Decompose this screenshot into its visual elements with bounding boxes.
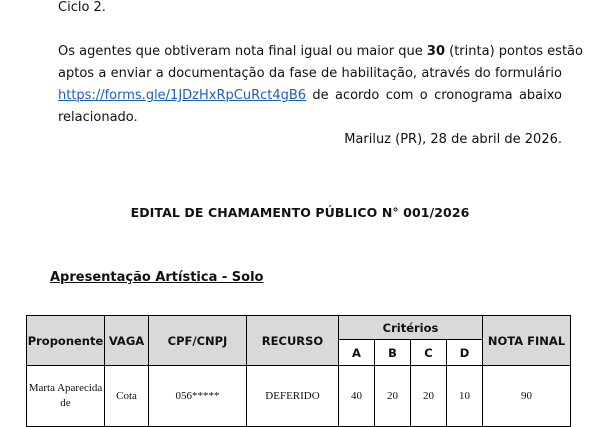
header-criterios: Critérios (339, 316, 483, 340)
cell-vaga: Cota (105, 366, 149, 427)
paragraph-text: de acordo com o cronograma abaixo (312, 88, 563, 103)
document-title: EDITAL DE CHAMAMENTO PÚBLICO N° 001/2026 (130, 205, 470, 220)
results-table (26, 315, 571, 427)
score-threshold: 30 (426, 44, 445, 59)
paragraph-text: (trinta) pontos estão (449, 44, 583, 59)
cell-nota-final: 90 (483, 366, 571, 427)
section-title: Apresentação Artística - Solo (50, 270, 264, 285)
header-criterion-a: A (339, 340, 375, 366)
cell-criterion-b: 20 (375, 366, 411, 427)
paragraph-line-2: aptos a enviar a documentação da fase de habilitação, através do formulário (58, 66, 562, 81)
cell-cpf: 056***** (149, 366, 247, 427)
paragraph-line-4: relacionado. (58, 110, 138, 125)
cell-proponente-text: Marta Aparecida de (28, 382, 103, 409)
header-nota-final: NOTA FINAL (483, 316, 571, 366)
paragraph-line-3 (58, 85, 562, 107)
previous-page-fragment: Ciclo 2. (58, 0, 106, 15)
header-vaga: VAGA (105, 316, 149, 366)
cell-proponente (27, 366, 105, 427)
header-criterion-d: D (447, 340, 483, 366)
header-cpf: CPF/CNPJ (149, 316, 247, 366)
form-link[interactable]: https://forms.gle/1JDzHxRpCuRct4gB6 (58, 88, 307, 103)
cell-criterion-a: 40 (339, 366, 375, 427)
paragraph-line-1 (58, 41, 583, 63)
approval-paragraph (58, 41, 583, 129)
table-row (27, 366, 571, 427)
header-proponente: Proponente (27, 316, 105, 366)
place-date-line: Mariluz (PR), 28 de abril de 2026. (344, 132, 562, 147)
cell-recurso: DEFERIDO (247, 366, 339, 427)
cell-criterion-c: 20 (411, 366, 447, 427)
cell-criterion-d: 10 (447, 366, 483, 427)
header-recurso: RECURSO (247, 316, 339, 366)
header-criterion-c: C (411, 340, 447, 366)
header-criterion-b: B (375, 340, 411, 366)
paragraph-text: Os agentes que obtiveram nota final igual ou maior que (58, 44, 423, 59)
